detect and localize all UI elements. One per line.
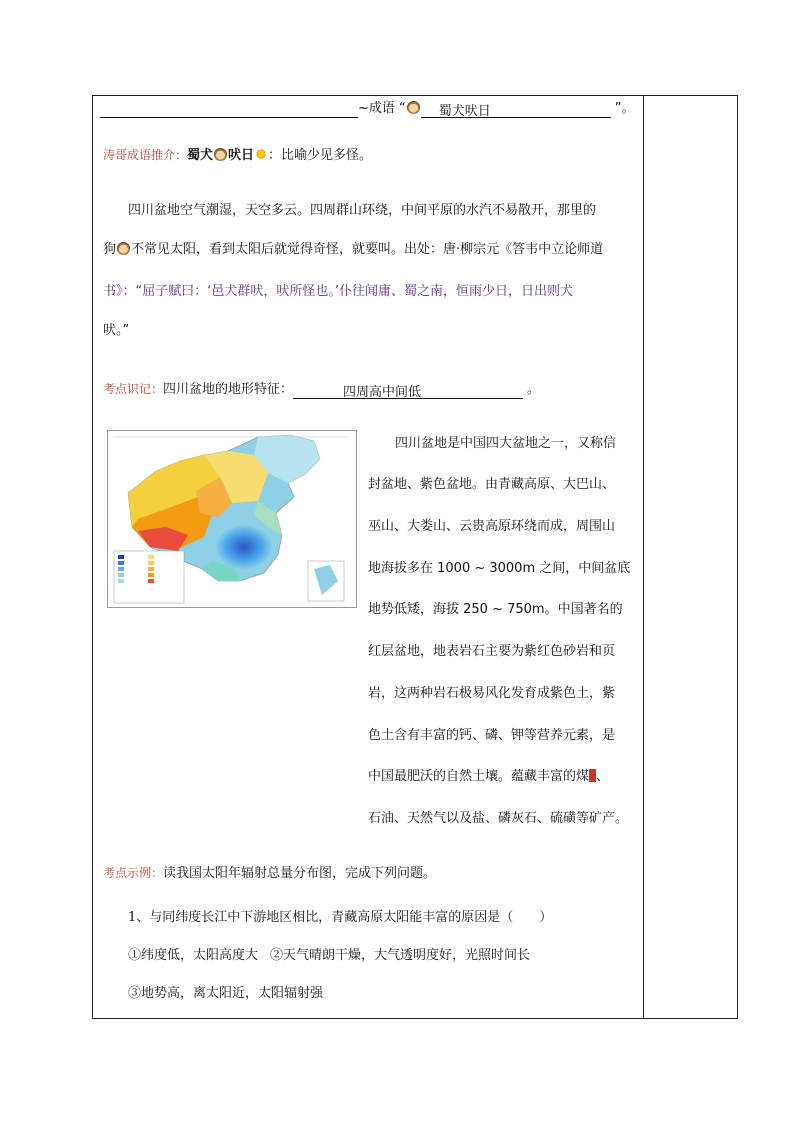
sun-icon bbox=[255, 148, 267, 160]
exam-point-line bbox=[103, 380, 540, 399]
basin-text-line: 岩，这两种岩石极易风化发育成紫色土，紫 bbox=[368, 686, 616, 701]
idiom-para-line bbox=[103, 283, 573, 301]
dog-icon bbox=[117, 242, 130, 255]
idiom-para-line: 四川盆地空气潮湿，天空多云。四周群山环绕，中间平原的水汽不易散开，那里的 bbox=[128, 203, 597, 218]
idiom-para-text: 不常见太阳，看到太阳后就觉得奇怪，就要叫。出处：唐·柳宗元《答韦中立论师道 bbox=[131, 242, 604, 257]
question-1: 1、与同纬度长江中下游地区相比，青藏高原太阳能丰富的原因是（ ） bbox=[128, 910, 553, 925]
idiom-intro bbox=[103, 146, 372, 165]
basin-text-line: 四川盆地是中国四大盆地之一，又称信 bbox=[395, 436, 617, 451]
basin-text-line: 红层盆地，地表岩石主要为紫红色砂岩和页 bbox=[368, 644, 616, 659]
exam-point-label: 考点识记： bbox=[103, 382, 164, 396]
exam-point-answer: 四周高中间低 bbox=[343, 385, 422, 400]
answer-blank bbox=[421, 103, 611, 118]
basin-text-line: 地海拔多在 1000 ~ 3000m 之间，中间盆底 bbox=[368, 561, 631, 576]
header-prefix: ~成语 “ bbox=[358, 101, 406, 116]
basin-text-line: 巫山、大娄山、云贵高原环绕而成，周围山 bbox=[368, 519, 616, 534]
idiom-word1: 蜀犬 bbox=[187, 148, 214, 163]
header-line bbox=[100, 100, 635, 118]
example-label: 考点示例： bbox=[103, 866, 164, 880]
basin-text: 中国最肥沃的自然土壤。蕴藏丰富的煤 bbox=[368, 769, 590, 784]
header-answer: 蜀犬吠日 bbox=[438, 104, 491, 119]
basin-text-line: 地势低矮，海拔 250 ~ 750m。中国著名的 bbox=[368, 602, 623, 617]
blank-underline bbox=[100, 103, 358, 118]
idiom-para-line bbox=[103, 241, 603, 259]
exam-point-end: 。 bbox=[527, 382, 541, 397]
basin-text-line: 中国最肥沃的自然土壤。蕴藏丰富的煤 、 bbox=[368, 769, 610, 784]
solar-radiation-map bbox=[107, 430, 357, 608]
idiom-quote: 书》：“屈子赋曰：‘邑犬群吠，吠所怪也。’仆往闻庸、蜀之南，恒雨少日，日出则犬 bbox=[103, 284, 574, 299]
idiom-word2: 吠日 bbox=[228, 148, 255, 163]
column-divider bbox=[643, 95, 644, 1019]
cursor-mark-icon bbox=[589, 769, 596, 782]
option-3: ③地势高，离太阳近，太阳辐射强 bbox=[128, 986, 324, 1001]
option-1: ①纬度低，太阳高度大 bbox=[128, 948, 259, 963]
option-2: ②天气晴朗干燥，大气透明度好，光照时间长 bbox=[270, 948, 531, 963]
map-graphic bbox=[108, 431, 356, 607]
dog-icon bbox=[214, 148, 227, 161]
dog-icon bbox=[407, 101, 420, 114]
basin-text-line: 色土含有丰富的钙、磷、钾等营养元素，是 bbox=[368, 728, 616, 743]
example-line bbox=[103, 864, 436, 883]
basin-text-line: 石油、天然气以及盐、磷灰石、硫磺等矿产。 bbox=[368, 811, 629, 826]
answer-blank bbox=[293, 384, 523, 399]
basin-text-line: 封盆地、紫色盆地。由青藏高原、大巴山、 bbox=[368, 477, 616, 492]
header-suffix: ”。 bbox=[614, 101, 635, 116]
dog-word: 狗 bbox=[103, 242, 117, 257]
question-options-row1 bbox=[128, 947, 530, 965]
idiom-para-line: 吠。” bbox=[103, 323, 130, 338]
idiom-meaning: ：比喻少见多怪。 bbox=[268, 148, 373, 163]
exam-point-text: 四川盆地的地形特征： bbox=[163, 382, 294, 397]
example-text: 读我国太阳年辐射总量分布图，完成下列问题。 bbox=[163, 866, 437, 881]
idiom-label: 涛哥成语推介： bbox=[103, 148, 188, 162]
